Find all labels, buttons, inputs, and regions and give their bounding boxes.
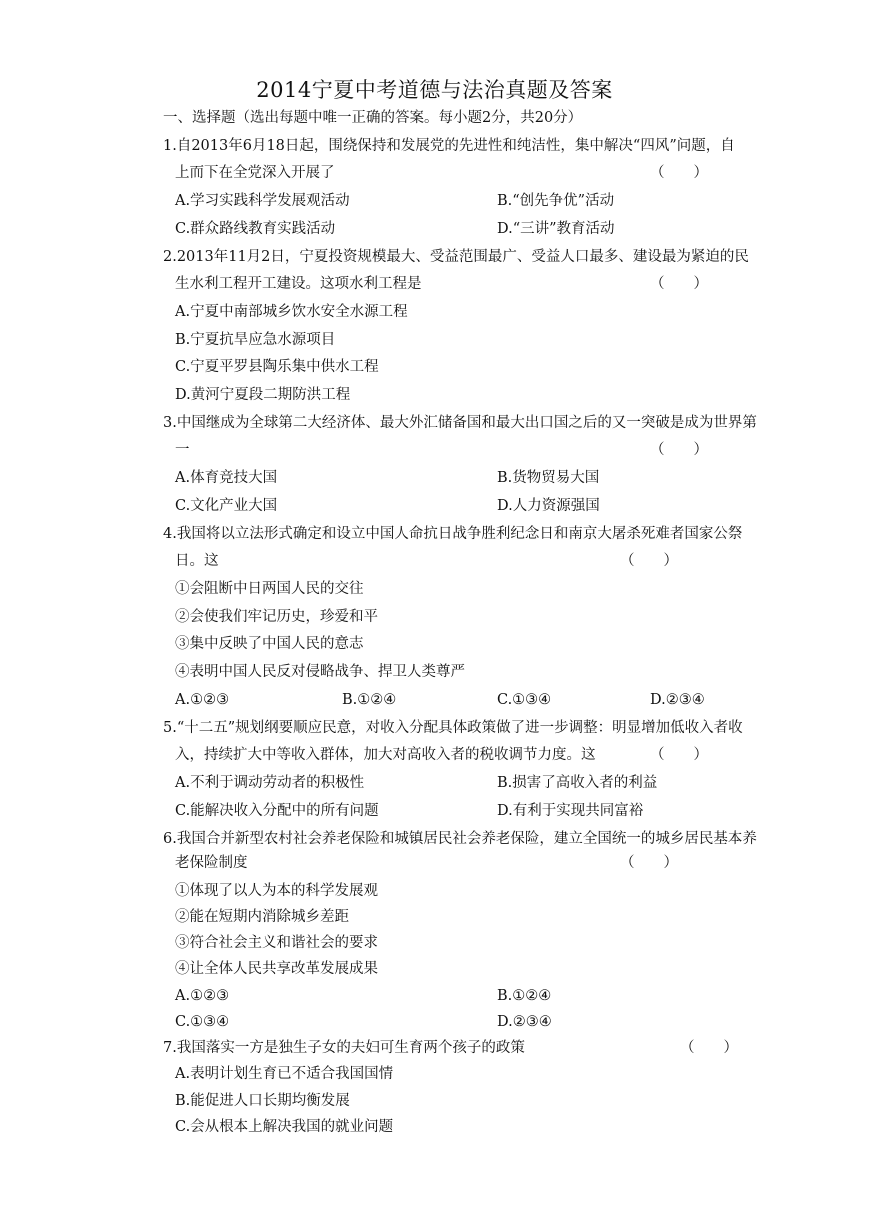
- q6-option-a: A.①②③: [175, 988, 230, 1004]
- q4-option-c: C.①③④: [497, 692, 552, 708]
- q4-stem-line2: 日。这: [175, 553, 219, 569]
- q6-option-b: B.①②④: [497, 988, 552, 1004]
- q6-statement-2: ②能在短期内消除城乡差距: [175, 909, 349, 925]
- q2-option-c: C.宁夏平罗县陶乐集中供水工程: [175, 359, 379, 375]
- q5-stem-line2: 入，持续扩大中等收入群体，加大对高收入者的税收调节力度。这: [175, 747, 596, 763]
- q1-option-a: A.学习实践科学发展观活动: [175, 193, 350, 209]
- q7-option-b: B.能促进人口长期均衡发展: [175, 1093, 350, 1109]
- q1-option-b: B.“创先争优”活动: [497, 193, 615, 209]
- q4-option-d: D.②③④: [650, 692, 705, 708]
- section-heading: 一、选择题（选出每题中唯一正确的答案。每小题2分，共20分）: [163, 110, 583, 126]
- q5-option-b: B.损害了高收入者的利益: [497, 775, 658, 791]
- q5-answer-blank: （ ）: [650, 747, 708, 763]
- q3-option-b: B.货物贸易大国: [497, 470, 600, 486]
- q6-answer-blank: （ ）: [620, 855, 678, 871]
- q7-option-a: A.表明计划生育已不适合我国国情: [175, 1066, 394, 1082]
- q4-option-b: B.①②④: [342, 692, 397, 708]
- q7-answer-blank: （ ）: [680, 1040, 738, 1056]
- q5-stem-line1: 5.“十二五”规划纲要顺应民意，对收入分配具体政策做了进一步调整：明显增加低收入者收: [163, 720, 743, 736]
- q1-option-c: C.群众路线教育实践活动: [175, 221, 336, 237]
- q4-statement-2: ②会使我们牢记历史，珍爱和平: [175, 609, 378, 625]
- q6-option-c: C.①③④: [175, 1014, 230, 1030]
- q4-option-a: A.①②③: [175, 692, 230, 708]
- q7-option-c: C.会从根本上解决我国的就业问题: [175, 1119, 394, 1135]
- q3-option-a: A.体育竞技大国: [175, 470, 278, 486]
- q6-option-d: D.②③④: [497, 1014, 552, 1030]
- q3-stem-line2: 一: [175, 442, 190, 458]
- q7-stem-line1: 7.我国落实一方是独生子女的夫妇可生育两个孩子的政策: [163, 1040, 525, 1056]
- q4-statement-3: ③集中反映了中国人民的意志: [175, 636, 364, 652]
- q4-answer-blank: （ ）: [620, 553, 678, 569]
- q4-stem-line1: 4.我国将以立法形式确定和设立中国人命抗日战争胜利纪念日和南京大屠杀死难者国家公祭: [163, 526, 743, 542]
- q6-stem-line1: 6.我国合并新型农村社会养老保险和城镇居民社会养老保险，建立全国统一的城乡居民基本养: [163, 831, 757, 847]
- q2-option-b: B.宁夏抗旱应急水源项目: [175, 332, 336, 348]
- q3-stem-line1: 3.中国继成为全球第二大经济体、最大外汇储备国和最大出口国之后的又一突破是成为世界第: [163, 415, 757, 431]
- q1-stem-line2: 上而下在全党深入开展了: [175, 165, 335, 181]
- q2-option-a: A.宁夏中南部城乡饮水安全水源工程: [175, 304, 408, 320]
- q5-option-c: C.能解决收入分配中的所有问题: [175, 803, 379, 819]
- q5-option-a: A.不利于调动劳动者的积极性: [175, 775, 365, 791]
- q3-option-c: C.文化产业大国: [175, 498, 278, 514]
- q3-answer-blank: （ ）: [650, 442, 708, 458]
- q4-statement-4: ④表明中国人民反对侵略战争、捍卫人类尊严: [175, 664, 465, 680]
- q3-option-d: D.人力资源强国: [497, 498, 600, 514]
- q1-option-d: D.“三讲”教育活动: [497, 221, 615, 237]
- page-title: 2014宁夏中考道德与法治真题及答案: [256, 78, 613, 102]
- q2-stem-line2: 生水利工程开工建设。这项水利工程是: [175, 276, 422, 292]
- q5-option-d: D.有利于实现共同富裕: [497, 803, 644, 819]
- q2-stem-line1: 2.2013年11月2日，宁夏投资规模最大、受益范围最广、受益人口最多、建设最为紧迫的民: [163, 249, 749, 265]
- q1-answer-blank: （ ）: [650, 165, 708, 181]
- q6-stem-line2: 老保险制度: [175, 855, 248, 871]
- q6-statement-3: ③符合社会主义和谐社会的要求: [175, 935, 378, 951]
- q1-stem-line1: 1.自2013年6月18日起，围绕保持和发展党的先进性和纯洁性，集中解决“四风”问题，自: [163, 138, 735, 154]
- q6-statement-1: ①体现了以人为本的科学发展观: [175, 883, 378, 899]
- q4-statement-1: ①会阻断中日两国人民的交往: [175, 581, 364, 597]
- q2-option-d: D.黄河宁夏段二期防洪工程: [175, 387, 351, 403]
- q2-answer-blank: （ ）: [650, 276, 708, 292]
- q6-statement-4: ④让全体人民共享改革发展成果: [175, 961, 378, 977]
